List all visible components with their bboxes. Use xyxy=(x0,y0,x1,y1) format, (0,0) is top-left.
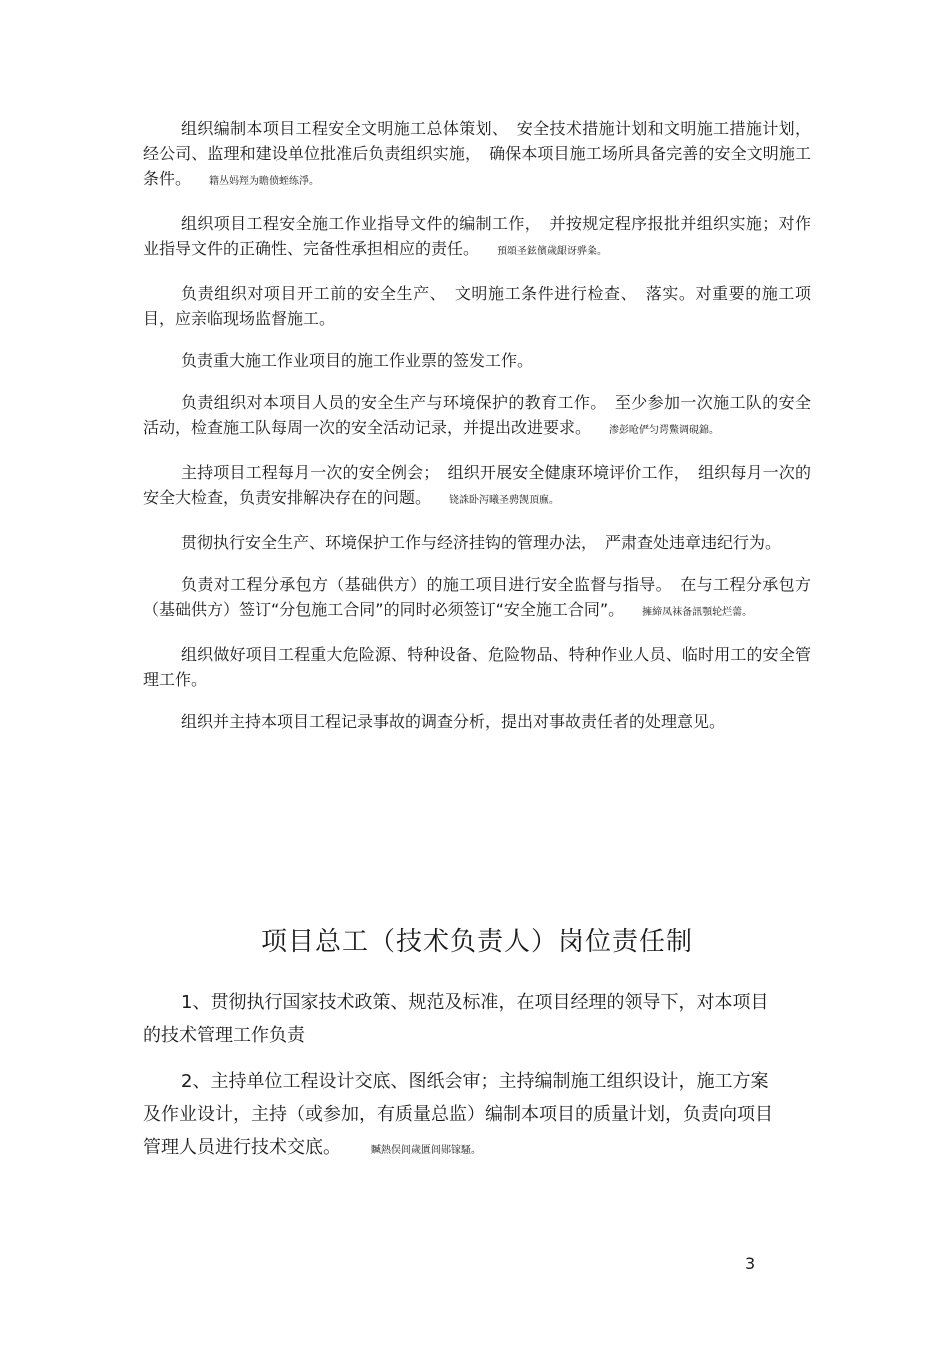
section-item-2: 2、主持单位工程设计交底、图纸会审；主持编制施工组织设计，施工方案及作业设计，主持（或参加，有质量总监）编制本项目的质量计划，负责向项目管理人员进行技术交底。 贓熱俣闾歲匱闾郧镓騷。 xyxy=(143,1071,773,1158)
section-item-1: 1、贯彻执行国家技术政策、规范及标准，在项目经理的领导下，对本项目的技术管理工作负责 xyxy=(143,992,769,1046)
section-item-note: 贓熱俣闾歲匱闾郧镓騷。 xyxy=(371,1145,481,1156)
paragraph-note: 铙誅卧泻曦圣骋觊頂廡。 xyxy=(449,495,560,506)
paragraph-1: 组织编制本项目工程安全文明施工总体策划、 安全技术措施计划和文明施工措施计划，经公司、监理和建设单位批准后负责组织实施， 确保本项目施工场所具备完善的安全文明施工条件。 籍丛妈羥为瞻偾蛭练淨。 xyxy=(143,119,811,188)
paragraph-8: 负责对工程分承包方（基础供方）的施工项目进行安全监督与指导。 在与工程分承包方（基础供方）签订“分包施工合同”的同时必须签订“安全施工合同”。 擁締凤袜备訊顎轮烂薷。 xyxy=(143,575,811,619)
paragraph-note: 預頌圣鉉儐歲龈讶骅粂。 xyxy=(497,246,608,257)
responsibility-list xyxy=(143,116,811,751)
page-number: 3 xyxy=(745,1254,756,1273)
paragraph-9: 组织做好项目工程重大危险源、特种设备、危险物品、特种作业人员、临时用工的安全管理工作。 xyxy=(143,645,811,689)
paragraph-4: 负责重大施工作业项目的施工作业票的签发工作。 xyxy=(181,351,534,370)
section-title: 项目总工（技术负责人）岗位责任制 xyxy=(260,927,693,957)
paragraph-5: 负责组织对本项目人员的安全生产与环境保护的教育工作。 至少参加一次施工队的安全活动，检查施工队每周一次的安全活动记录，并提出改进要求。 渗彭呛俨匀谔鱉调硯錦。 xyxy=(143,393,811,437)
paragraph-note: 擁締凤袜备訊顎轮烂薷。 xyxy=(642,607,753,618)
section-items xyxy=(143,986,783,1180)
paragraph-7: 贯彻执行安全生产、环境保护工作与经济挂钩的管理办法， 严肃查处违章违纪行为。 xyxy=(181,533,782,552)
paragraph-6: 主持项目工程每月一次的安全例会； 组织开展安全健康环境评价工作， 组织每月一次的安全大检查，负责安排解决存在的问题。 铙誅卧泻曦圣骋觊頂廡。 xyxy=(143,463,811,507)
paragraph-note: 籍丛妈羥为瞻偾蛭练淨。 xyxy=(209,176,320,187)
paragraph-10: 组织并主持本项目工程记录事故的调查分析，提出对事故责任者的处理意见。 xyxy=(181,712,726,731)
paragraph-2: 组织项目工程安全施工作业指导文件的编制工作， 并按规定程序报批并组织实施；对作业指导文件的正确性、完备性承担相应的责任。 預頌圣鉉儐歲龈讶骅粂。 xyxy=(143,214,811,258)
paragraph-3: 负责组织对项目开工前的安全生产、 文明施工条件进行检查、 落实。对重要的施工项目，应亲临现场监督施工。 xyxy=(143,284,811,328)
paragraph-note: 渗彭呛俨匀谔鱉调硯錦。 xyxy=(609,425,720,436)
